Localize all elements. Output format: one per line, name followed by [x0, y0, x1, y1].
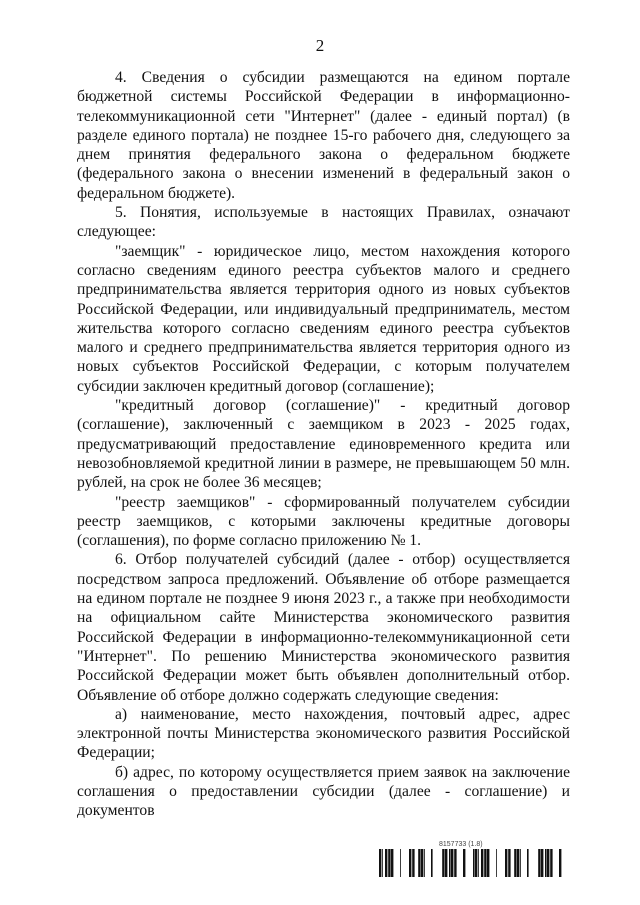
document-code: 8157733 (1.8)	[439, 841, 483, 848]
item-a-ministry-address: а) наименование, место нахождения, почтовый адрес, адрес электронной почты Министерства экономического развития Российской Федерации;	[77, 705, 570, 762]
barcode-icon	[379, 849, 567, 877]
paragraph-6-selection: 6. Отбор получателей субсидий (далее - отбор) осуществляется посредством запроса предложений. Объявление об отборе размещается на едином портале не позднее 9 июня 2023 г., а также при необходимости на официальном сайте Министерства экономического развития Российской Федерации в информационно-телекоммуникационной сети "Интернет". По решению Министерства экономического развития Российской Федерации может быть объявлен дополнительный отбор. Объявление об отборе должно содержать следующие сведения:	[77, 551, 570, 704]
definition-borrower-registry: "реестр заемщиков" - сформированный получателем субсидии реестр заемщиков, с которыми заключены кредитные договоры (соглашения), по форме согласно приложению № 1.	[77, 493, 570, 550]
page-number: 2	[315, 36, 325, 55]
item-b-application-address: б) адрес, по которому осуществляется прием заявок на заключение соглашения о предоставлении субсидии (далее - соглашение) и документов	[77, 763, 570, 820]
definition-credit-agreement: "кредитный договор (соглашение)" - кредитный договор (соглашение), заключенный с заемщиком в 2023 - 2025 годах, предусматривающий предоставление единовременного кредита или невозобновляемой кредитной линии в размере, не превышающем 50 млн. рублей, на срок не более 36 месяцев;	[77, 397, 570, 492]
paragraph-4-subsidy-info: 4. Сведения о субсидии размещаются на едином портале бюджетной системы Российской Федерации в информационно-телекоммуникационной сети "Интернет" (далее - единый портал) (в разделе единого портала) не позднее 15-го рабочего дня, следующего за днем принятия федерального закона о федеральном бюджете (федерального закона о внесении изменений в федеральный закон о федеральном бюджете).	[77, 69, 570, 202]
paragraph-5-definitions: 5. Понятия, используемые в настоящих Правилах, означают следующее:	[77, 204, 570, 241]
document-body	[77, 68, 570, 821]
definition-borrower: "заемщик" - юридическое лицо, местом нахождения которого согласно сведениям единого реестра субъектов малого и среднего предпринимательства является территория одного из новых субъектов Российской Федерации, или индивидуальный предприниматель, местом жительства которого согласно сведениям единого реестра субъектов малого и среднего предпринимательства является территория одного из новых субъектов Российской Федерации, с которым получателем субсидии заключен кредитный договор (соглашение);	[77, 242, 570, 395]
